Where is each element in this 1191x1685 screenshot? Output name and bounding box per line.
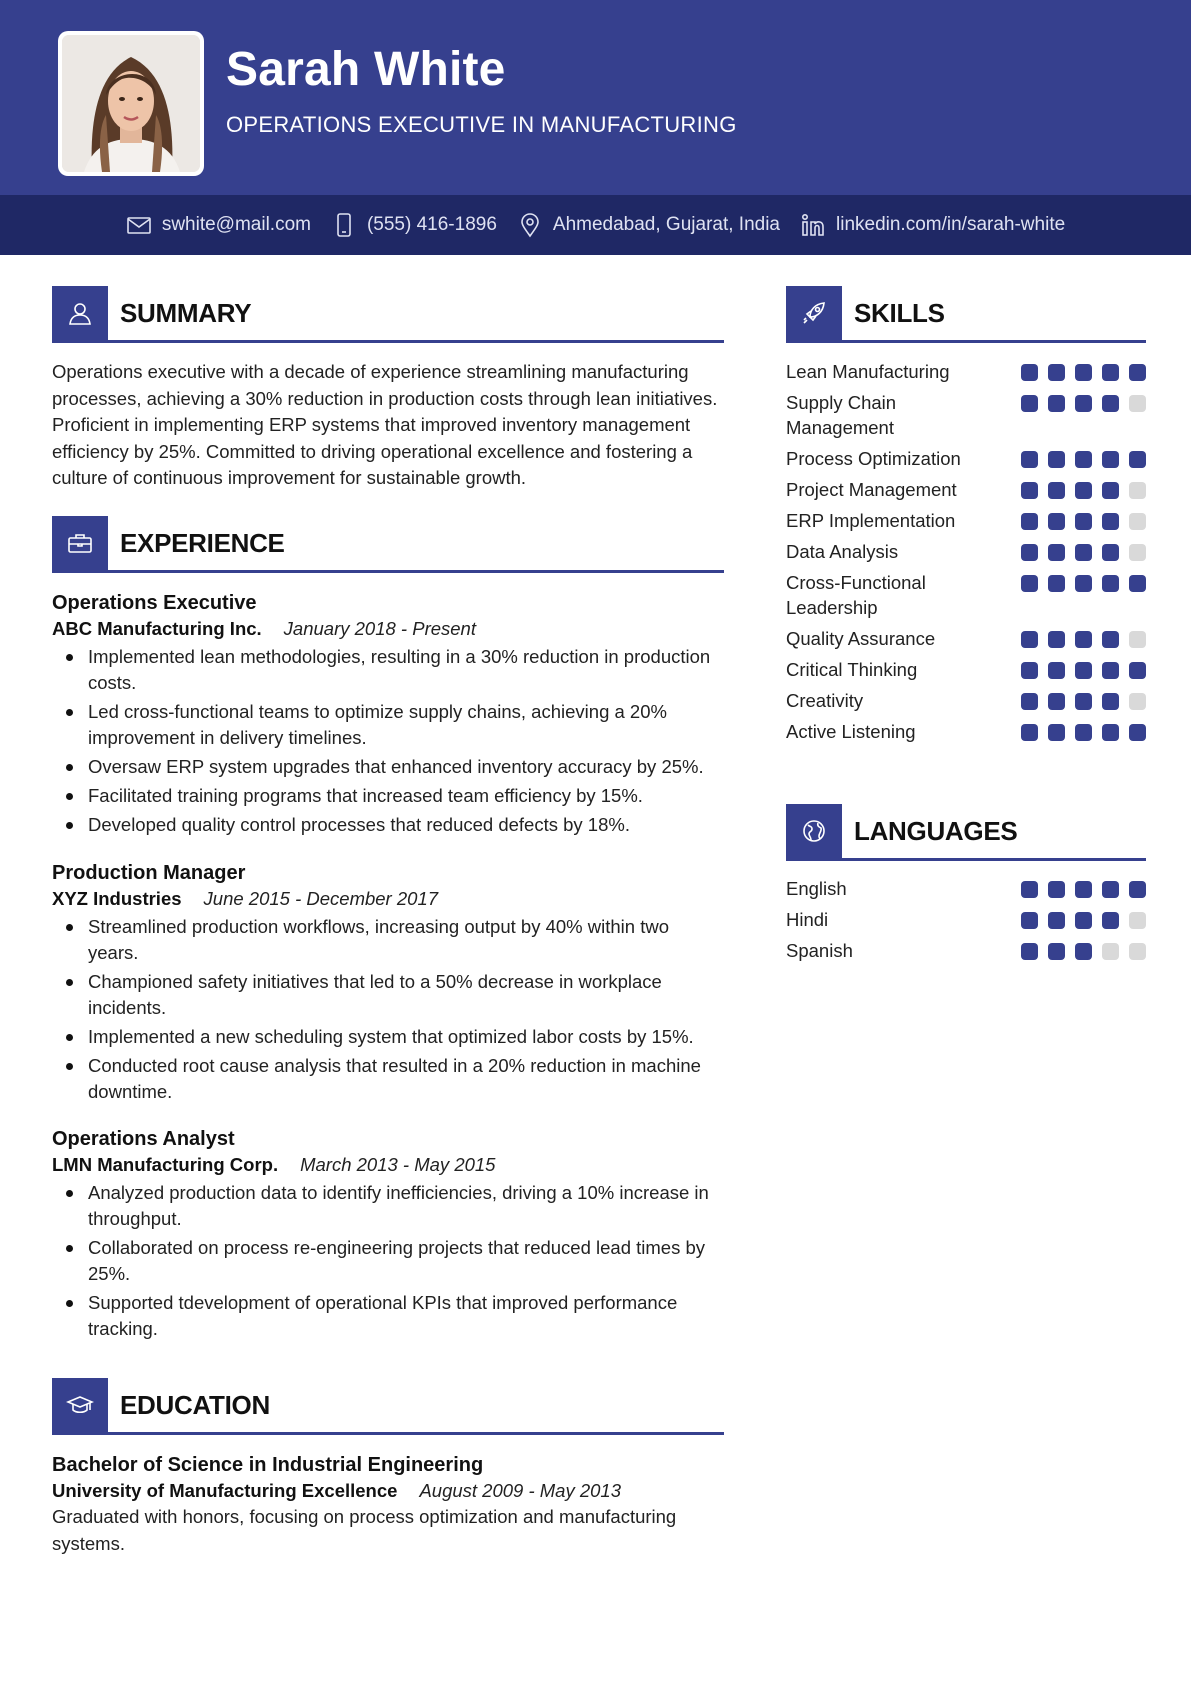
contact-bar xyxy=(0,195,1191,255)
rating-dot-filled xyxy=(1021,395,1038,412)
skill-row xyxy=(786,688,1146,713)
contact-location xyxy=(517,212,780,238)
job-meta xyxy=(52,1152,724,1178)
rating-dot-filled xyxy=(1021,693,1038,710)
language-row-name: Spanish xyxy=(786,940,853,961)
graduation-cap-icon xyxy=(66,1391,94,1419)
rating-dot-filled xyxy=(1075,662,1092,679)
job-bullet: Analyzed production data to identify inefficiencies, driving a 10% increase in throughput. xyxy=(52,1180,724,1232)
job-bullet: Implemented a new scheduling system that optimized labor costs by 15%. xyxy=(52,1024,724,1050)
skill-row-name: Supply Chain Management xyxy=(786,392,897,438)
skill-row-name: Quality Assurance xyxy=(786,628,936,649)
rating-dot-filled xyxy=(1048,544,1065,561)
job-bullets xyxy=(52,644,724,838)
rating-dot-filled xyxy=(1075,395,1092,412)
education-section-header xyxy=(52,1378,724,1435)
rating-dots xyxy=(1021,688,1146,710)
skill-row xyxy=(786,539,1146,564)
rating-dot-filled xyxy=(1021,482,1038,499)
job-role: Operations Executive xyxy=(52,592,257,614)
rating-dot-filled xyxy=(1102,631,1119,648)
experience-icon-box xyxy=(52,516,108,570)
skill-row xyxy=(786,390,1146,440)
experience-entry xyxy=(52,590,724,841)
job-meta xyxy=(52,886,724,912)
job-role: Production Manager xyxy=(52,862,246,884)
rating-dots xyxy=(1021,539,1146,561)
rating-dot-filled xyxy=(1102,544,1119,561)
user-icon xyxy=(66,299,94,327)
rating-dot-filled xyxy=(1129,724,1146,741)
skills-section-header xyxy=(786,286,1146,343)
skills-list xyxy=(786,359,1146,750)
job-dates: June 2015 - December 2017 xyxy=(203,888,439,909)
language-row xyxy=(786,938,1146,963)
job-role: Operations Analyst xyxy=(52,1128,235,1150)
skill-row xyxy=(786,626,1146,651)
rating-dot-empty xyxy=(1129,544,1146,561)
rating-dot-empty xyxy=(1129,482,1146,499)
skill-row xyxy=(786,657,1146,682)
job-company: LMN Manufacturing Corp. xyxy=(52,1154,279,1175)
candidate-title: OPERATIONS EXECUTIVE IN MANUFACTURING xyxy=(226,112,737,137)
rating-dot-filled xyxy=(1021,513,1038,530)
experience-entry xyxy=(52,1126,724,1345)
summary-text: Operations executive with a decade of experience streamlining manufacturing processes, achieving a 30% reduction in production costs through lean initiatives. Proficient in implementing ERP systems that improved inventory management efficiency by 25%. Committed to driving operational excellence and fostering a culture of continuous improvement for sustainable growth. xyxy=(52,361,718,488)
rating-dot-empty xyxy=(1129,395,1146,412)
job-bullet: Oversaw ERP system upgrades that enhanced inventory accuracy by 25%. xyxy=(52,754,724,780)
rating-dots xyxy=(1021,477,1146,499)
experience-entry xyxy=(52,860,724,1108)
rating-dot-filled xyxy=(1102,881,1119,898)
rating-dots xyxy=(1021,390,1146,412)
rating-dots xyxy=(1021,570,1146,592)
language-row-name: Hindi xyxy=(786,909,829,930)
rating-dot-empty xyxy=(1129,693,1146,710)
rating-dots xyxy=(1021,657,1146,679)
education-meta xyxy=(52,1478,724,1504)
job-dates: January 2018 - Present xyxy=(283,618,476,639)
profile-photo-image xyxy=(62,35,200,172)
rating-dot-filled xyxy=(1102,513,1119,530)
rating-dot-empty xyxy=(1129,912,1146,929)
experience-section-header xyxy=(52,516,724,573)
education-entry xyxy=(52,1452,724,1557)
contact-phone[interactable] xyxy=(331,212,497,238)
rating-dots xyxy=(1021,508,1146,530)
rating-dot-filled xyxy=(1021,912,1038,929)
language-row xyxy=(786,907,1146,932)
language-row-name: English xyxy=(786,878,847,899)
rating-dot-filled xyxy=(1021,943,1038,960)
candidate-name: Sarah White xyxy=(226,43,506,96)
skill-row xyxy=(786,570,1146,620)
contact-phone-text: (555) 416-1896 xyxy=(366,214,497,235)
rating-dot-filled xyxy=(1048,575,1065,592)
rating-dots xyxy=(1021,719,1146,741)
rating-dot-filled xyxy=(1048,513,1065,530)
job-bullet: Led cross-functional teams to optimize supply chains, achieving a 20% improvement in delivery timelines. xyxy=(52,699,724,751)
skill-row xyxy=(786,446,1146,471)
skill-row-name: Project Management xyxy=(786,479,957,500)
rating-dot-filled xyxy=(1129,364,1146,381)
rating-dots xyxy=(1021,446,1146,468)
rocket-icon xyxy=(800,299,828,327)
languages-section-header xyxy=(786,804,1146,861)
job-bullet: Championed safety initiatives that led to a 50% decrease in workplace incidents. xyxy=(52,969,724,1021)
rating-dot-filled xyxy=(1048,881,1065,898)
rating-dot-filled xyxy=(1048,912,1065,929)
rating-dot-filled xyxy=(1021,364,1038,381)
languages-list xyxy=(786,876,1146,969)
rating-dot-filled xyxy=(1075,881,1092,898)
job-bullets xyxy=(52,1180,724,1342)
rating-dot-filled xyxy=(1048,395,1065,412)
skill-row-name: Data Analysis xyxy=(786,541,899,562)
rating-dot-filled xyxy=(1075,631,1092,648)
skill-row xyxy=(786,477,1146,502)
rating-dot-empty xyxy=(1102,943,1119,960)
rating-dot-filled xyxy=(1075,364,1092,381)
rating-dot-empty xyxy=(1129,513,1146,530)
globe-icon xyxy=(800,817,828,845)
skills-heading: SKILLS xyxy=(854,297,945,328)
location-pin-icon xyxy=(517,212,543,238)
rating-dot-filled xyxy=(1075,943,1092,960)
rating-dot-filled xyxy=(1021,451,1038,468)
skill-row-name: Cross-Functional Leadership xyxy=(786,572,926,618)
contact-linkedin-text: linkedin.com/in/sarah-white xyxy=(836,214,1066,235)
education-dates: August 2009 - May 2013 xyxy=(419,1480,622,1501)
briefcase-icon xyxy=(66,529,94,557)
rating-dot-filled xyxy=(1021,881,1038,898)
rating-dots xyxy=(1021,626,1146,648)
education-degree: Bachelor of Science in Industrial Engineering xyxy=(52,1454,484,1476)
skill-row xyxy=(786,508,1146,533)
skill-row xyxy=(786,719,1146,744)
rating-dot-filled xyxy=(1102,662,1119,679)
skills-icon-box xyxy=(786,286,842,340)
rating-dot-filled xyxy=(1102,482,1119,499)
education-school: University of Manufacturing Excellence xyxy=(52,1480,398,1501)
rating-dot-filled xyxy=(1102,451,1119,468)
rating-dot-filled xyxy=(1075,482,1092,499)
rating-dot-filled xyxy=(1075,693,1092,710)
rating-dot-empty xyxy=(1129,943,1146,960)
rating-dot-filled xyxy=(1129,451,1146,468)
summary-section-header xyxy=(52,286,724,343)
email-icon xyxy=(126,212,152,238)
rating-dot-filled xyxy=(1102,724,1119,741)
contact-email[interactable] xyxy=(126,212,311,238)
job-company: XYZ Industries xyxy=(52,888,182,909)
rating-dot-filled xyxy=(1048,693,1065,710)
skill-row-name: Lean Manufacturing xyxy=(786,361,950,382)
rating-dot-filled xyxy=(1048,451,1065,468)
rating-dot-filled xyxy=(1129,575,1146,592)
rating-dot-filled xyxy=(1075,544,1092,561)
rating-dot-filled xyxy=(1021,724,1038,741)
phone-icon xyxy=(331,212,357,238)
rating-dot-filled xyxy=(1102,395,1119,412)
job-bullet: Supported tdevelopment of operational KPIs that improved performance tracking. xyxy=(52,1290,724,1342)
rating-dot-filled xyxy=(1102,364,1119,381)
job-bullets xyxy=(52,914,724,1105)
job-bullet: Streamlined production workflows, increasing output by 40% within two years. xyxy=(52,914,724,966)
summary-icon-box xyxy=(52,286,108,340)
rating-dot-filled xyxy=(1075,912,1092,929)
rating-dot-filled xyxy=(1102,912,1119,929)
linkedin-icon xyxy=(800,212,826,238)
rating-dot-filled xyxy=(1021,631,1038,648)
job-bullet: Conducted root cause analysis that resulted in a 20% reduction in machine downtime. xyxy=(52,1053,724,1105)
education-description: Graduated with honors, focusing on process optimization and manufacturing systems. xyxy=(52,1506,677,1554)
rating-dot-filled xyxy=(1021,544,1038,561)
profile-photo-frame xyxy=(58,31,204,176)
rating-dot-filled xyxy=(1048,631,1065,648)
skill-row xyxy=(786,359,1146,384)
rating-dot-filled xyxy=(1102,575,1119,592)
skill-row-name: ERP Implementation xyxy=(786,510,956,531)
rating-dot-filled xyxy=(1129,881,1146,898)
rating-dot-filled xyxy=(1048,662,1065,679)
rating-dot-filled xyxy=(1021,575,1038,592)
languages-heading: LANGUAGES xyxy=(854,815,1018,846)
rating-dot-filled xyxy=(1075,575,1092,592)
language-row xyxy=(786,876,1146,901)
job-bullet: Facilitated training programs that increased team efficiency by 15%. xyxy=(52,783,724,809)
rating-dot-filled xyxy=(1048,943,1065,960)
job-bullet: Implemented lean methodologies, resulting in a 30% reduction in production costs. xyxy=(52,644,724,696)
contact-location-text: Ahmedabad, Gujarat, India xyxy=(552,214,780,235)
skill-row-name: Process Optimization xyxy=(786,448,961,469)
rating-dots xyxy=(1021,876,1146,898)
summary-heading: SUMMARY xyxy=(120,297,252,328)
rating-dot-empty xyxy=(1129,631,1146,648)
rating-dot-filled xyxy=(1129,662,1146,679)
job-bullet: Collaborated on process re-engineering projects that reduced lead times by 25%. xyxy=(52,1235,724,1287)
job-company: ABC Manufacturing Inc. xyxy=(52,618,262,639)
rating-dot-filled xyxy=(1075,513,1092,530)
education-heading: EDUCATION xyxy=(120,1389,270,1420)
rating-dot-filled xyxy=(1075,451,1092,468)
resume-header xyxy=(0,0,1191,195)
skill-row-name: Active Listening xyxy=(786,721,916,742)
job-meta xyxy=(52,616,724,642)
education-icon-box xyxy=(52,1378,108,1432)
languages-icon-box xyxy=(786,804,842,858)
contact-linkedin[interactable] xyxy=(800,212,1065,238)
rating-dot-filled xyxy=(1102,693,1119,710)
job-dates: March 2013 - May 2015 xyxy=(300,1154,496,1175)
experience-heading: EXPERIENCE xyxy=(120,527,285,558)
contact-email-text: swhite@mail.com xyxy=(161,214,311,235)
rating-dot-filled xyxy=(1048,724,1065,741)
job-bullet: Developed quality control processes that reduced defects by 18%. xyxy=(52,812,724,838)
rating-dots xyxy=(1021,938,1146,960)
rating-dot-filled xyxy=(1075,724,1092,741)
skill-row-name: Critical Thinking xyxy=(786,659,918,680)
skill-row-name: Creativity xyxy=(786,690,864,711)
rating-dots xyxy=(1021,359,1146,381)
profile-photo xyxy=(62,35,200,172)
rating-dot-filled xyxy=(1048,364,1065,381)
rating-dot-filled xyxy=(1048,482,1065,499)
rating-dot-filled xyxy=(1021,662,1038,679)
rating-dots xyxy=(1021,907,1146,929)
